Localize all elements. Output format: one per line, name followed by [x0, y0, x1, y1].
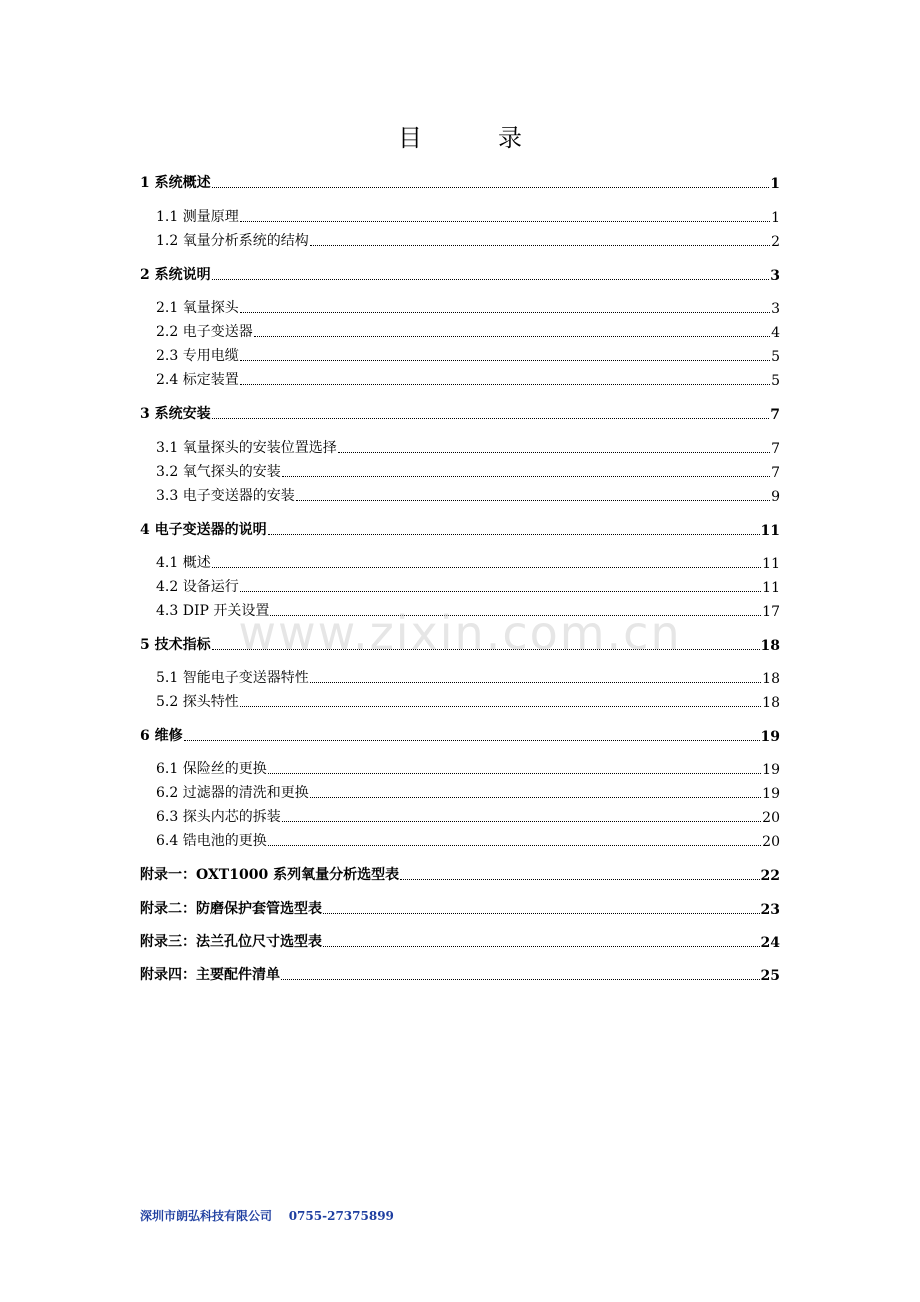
toc-entry-label: 4.1 概述 — [156, 555, 211, 571]
toc-entry[interactable] — [140, 170, 780, 192]
toc-leader-dots — [212, 648, 760, 650]
toc-entry[interactable] — [140, 262, 780, 284]
toc-entry[interactable] — [140, 401, 780, 423]
toc-entry-page: 19 — [762, 762, 780, 778]
toc-entry[interactable] — [140, 204, 780, 226]
footer-company-phone: 深圳市朗弘科技有限公司 0755-27375899 — [140, 1209, 394, 1223]
toc-entry[interactable] — [140, 828, 780, 850]
toc-leader-dots — [240, 383, 770, 385]
toc-leader-dots — [240, 590, 761, 592]
toc-entry[interactable] — [140, 459, 780, 481]
toc-leader-dots — [296, 499, 770, 501]
toc-entry-page: 18 — [760, 638, 780, 654]
page-title: 目 录 — [398, 124, 548, 152]
toc-entry-page: 9 — [771, 489, 780, 505]
toc-entry[interactable] — [140, 598, 780, 620]
toc-leader-dots — [240, 311, 770, 313]
toc-entry[interactable] — [140, 756, 780, 778]
toc-leader-dots — [212, 278, 770, 280]
toc-entry-label: 附录二：防磨保护套管选型表 — [140, 901, 322, 917]
toc-entry-label: 5.1 智能电子变送器特性 — [156, 670, 309, 686]
toc-leader-dots — [310, 681, 761, 683]
toc-entry-label: 2 系统说明 — [140, 267, 211, 283]
toc-entry-label: 3 系统安装 — [140, 406, 211, 422]
toc-entry-label: 6.2 过滤器的清洗和更换 — [156, 785, 309, 801]
toc-entry-label: 3.2 氧气探头的安装 — [156, 464, 281, 480]
toc-entry-label: 3.1 氧量探头的安装位置选择 — [156, 440, 337, 456]
toc-entry-page: 22 — [760, 868, 780, 884]
toc-entry[interactable] — [140, 517, 780, 539]
toc-entry-label: 1.2 氧量分析系统的结构 — [156, 233, 309, 249]
toc-entry-page: 11 — [762, 580, 780, 596]
toc-entry-label: 1.1 测量原理 — [156, 209, 239, 225]
toc-entry-label: 5.2 探头特性 — [156, 694, 239, 710]
toc-entry[interactable] — [140, 483, 780, 505]
toc-entry-page: 3 — [770, 268, 780, 284]
toc-leader-dots — [282, 820, 761, 822]
toc-entry[interactable] — [140, 862, 780, 884]
toc-entry-page: 5 — [771, 349, 780, 365]
toc-entry-page: 18 — [762, 695, 780, 711]
toc-entry-page: 11 — [760, 523, 780, 539]
toc-leader-dots — [212, 417, 770, 419]
toc-entry[interactable] — [140, 343, 780, 365]
toc-entry[interactable] — [140, 228, 780, 250]
toc-entry[interactable] — [140, 962, 780, 984]
watermark: www.zixin.com.cn — [238, 606, 682, 660]
toc-leader-dots — [240, 359, 770, 361]
toc-entry-label: 6 维修 — [140, 728, 183, 744]
toc-entry-page: 4 — [771, 325, 780, 341]
toc-entry[interactable] — [140, 295, 780, 317]
toc-leader-dots — [240, 705, 761, 707]
toc-leader-dots — [400, 878, 759, 880]
toc-entry[interactable] — [140, 367, 780, 389]
toc-leader-dots — [338, 451, 770, 453]
toc-entry-page: 7 — [770, 407, 780, 423]
toc-entry-page: 20 — [762, 810, 780, 826]
toc-entry-label: 4 电子变送器的说明 — [140, 522, 267, 538]
toc-entry-label: 6.1 保险丝的更换 — [156, 761, 267, 777]
toc-entry-label: 2.3 专用电缆 — [156, 348, 239, 364]
toc-entry-label: 4.3 DIP 开关设置 — [156, 603, 270, 619]
toc-entry[interactable] — [140, 574, 780, 596]
toc-entry-label: 6.3 探头内芯的拆装 — [156, 809, 281, 825]
toc-entry-label: 3.3 电子变送器的安装 — [156, 488, 295, 504]
toc-entry[interactable] — [140, 689, 780, 711]
toc-entry-label: 附录一：OXT1000 系列氧量分析选型表 — [140, 867, 400, 883]
toc-entry[interactable] — [140, 896, 780, 918]
toc-entry-label: 2.4 标定装置 — [156, 372, 239, 388]
toc-entry-label: 2.1 氧量探头 — [156, 300, 239, 316]
toc-entry[interactable] — [140, 780, 780, 802]
toc-entry[interactable] — [140, 804, 780, 826]
toc-entry-page: 25 — [760, 968, 780, 984]
toc-entry-page: 24 — [760, 935, 780, 951]
toc-leader-dots — [282, 475, 770, 477]
toc-entry-page: 11 — [762, 556, 780, 572]
toc-entry-page: 19 — [762, 786, 780, 802]
toc-entry-page: 19 — [760, 729, 780, 745]
toc-leader-dots — [212, 186, 770, 188]
toc-entry[interactable] — [140, 665, 780, 687]
toc-entry-label: 6.4 锆电池的更换 — [156, 833, 267, 849]
toc-entry-page: 17 — [762, 604, 780, 620]
toc-leader-dots — [310, 244, 770, 246]
toc-entry[interactable] — [140, 550, 780, 572]
toc-entry-page: 20 — [762, 834, 780, 850]
toc-entry-label: 附录四：主要配件清单 — [140, 967, 280, 983]
toc-entry-page: 7 — [771, 441, 780, 457]
toc-entry-page: 2 — [771, 234, 780, 250]
toc-entry-label: 5 技术指标 — [140, 637, 211, 653]
toc-leader-dots — [254, 335, 770, 337]
toc-entry-label: 1 系统概述 — [140, 175, 211, 191]
toc-entry[interactable] — [140, 929, 780, 951]
toc-entry-label: 附录三：法兰孔位尺寸选型表 — [140, 934, 322, 950]
toc-entry[interactable] — [140, 723, 780, 745]
toc-entry-page: 7 — [771, 465, 780, 481]
toc-entry-page: 3 — [771, 301, 780, 317]
toc-leader-dots — [268, 844, 761, 846]
toc-entry-page: 18 — [762, 671, 780, 687]
toc-leader-dots — [184, 739, 760, 741]
toc-entry[interactable] — [140, 435, 780, 457]
toc-leader-dots — [323, 912, 760, 914]
toc-leader-dots — [310, 796, 761, 798]
toc-entry-page: 23 — [760, 902, 780, 918]
toc-leader-dots — [268, 772, 761, 774]
toc-leader-dots — [240, 220, 770, 222]
toc-entry-page: 5 — [771, 373, 780, 389]
toc-leader-dots — [270, 614, 761, 616]
toc-leader-dots — [212, 566, 761, 568]
toc-entry[interactable] — [140, 632, 780, 654]
toc-entry[interactable] — [140, 319, 780, 341]
toc-leader-dots — [268, 533, 760, 535]
toc-entry-label: 4.2 设备运行 — [156, 579, 239, 595]
toc-leader-dots — [281, 978, 760, 980]
toc-entry-page: 1 — [770, 176, 780, 192]
toc-entry-label: 2.2 电子变送器 — [156, 324, 253, 340]
toc-entry-page: 1 — [771, 210, 780, 226]
toc-leader-dots — [323, 945, 760, 947]
